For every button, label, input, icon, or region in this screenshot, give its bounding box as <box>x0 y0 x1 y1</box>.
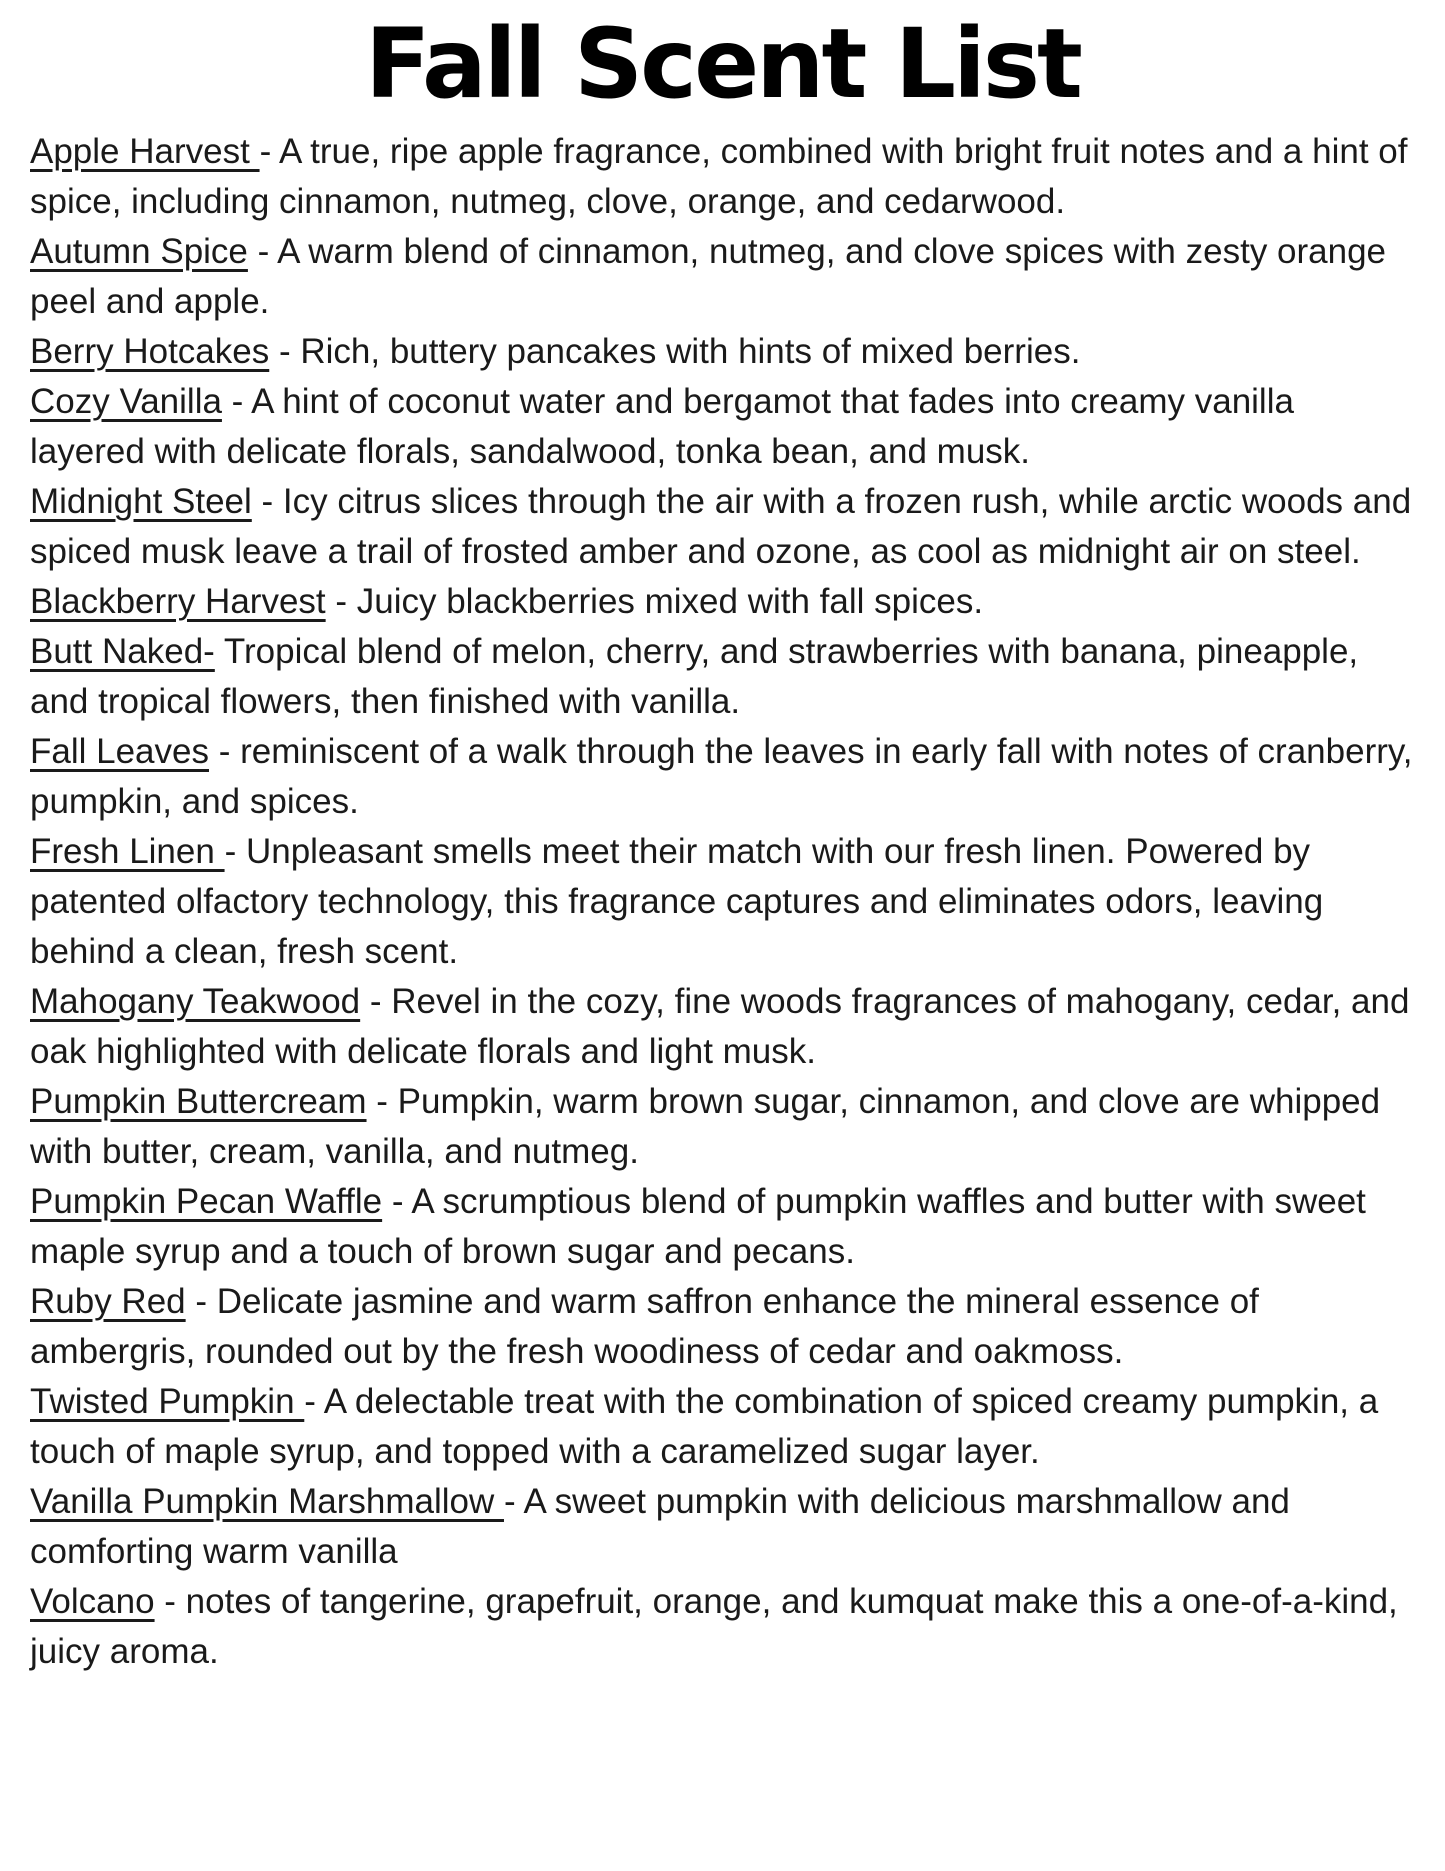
scent-entry <box>30 327 1415 377</box>
scent-description: Juicy blackberries mixed with fall spices. <box>356 581 984 621</box>
scent-name: Berry Hotcakes <box>30 331 270 371</box>
scent-entry <box>30 1277 1415 1377</box>
scent-entry <box>30 977 1415 1077</box>
scent-name: Midnight Steel <box>30 481 252 521</box>
scent-entry <box>30 1477 1415 1577</box>
scent-description: Unpleasant smells meet their match with our fresh linen. Powered by patented olfactory technology, this fragrance captures and eliminates odors, leaving behind a clean, fresh scent. <box>30 831 1324 971</box>
scent-entry <box>30 227 1415 327</box>
scent-separator: - <box>247 231 278 271</box>
scent-name: Blackberry Harvest <box>30 581 326 621</box>
scent-name: Volcano <box>30 1581 155 1621</box>
scent-name: Pumpkin Buttercream <box>30 1081 367 1121</box>
scent-description: Delicate jasmine and warm saffron enhance the mineral essence of ambergris, rounded out by the fresh woodiness of cedar and oakmoss. <box>30 1281 1259 1371</box>
scent-separator: - <box>382 1181 412 1221</box>
scent-entry <box>30 827 1415 977</box>
scent-name: Butt Naked- <box>30 631 215 671</box>
scent-separator: - <box>259 131 280 171</box>
scent-name: Mahogany Teakwood <box>30 981 361 1021</box>
scent-description: A true, ripe apple fragrance, combined with bright fruit notes and a hint of spice, including cinnamon, nutmeg, clove, orange, and cedarwood. <box>30 131 1408 221</box>
scent-name: Cozy Vanilla <box>30 381 222 421</box>
scent-description: Pumpkin, warm brown sugar, cinnamon, and clove are whipped with butter, cream, vanilla, and nutmeg. <box>30 1081 1381 1171</box>
scent-entry <box>30 1577 1415 1677</box>
scent-description: Tropical blend of melon, cherry, and strawberries with banana, pineapple, and tropical flowers, then finished with vanilla. <box>30 631 1359 721</box>
scent-name: Apple Harvest <box>30 131 260 171</box>
scent-description: Icy citrus slices through the air with a frozen rush, while arctic woods and spiced musk leave a trail of frosted amber and ozone, as cool as midnight air on steel. <box>30 481 1412 571</box>
scent-entry <box>30 477 1415 577</box>
scent-list <box>0 121 1445 1677</box>
scent-separator: - <box>221 381 252 421</box>
scent-separator: - <box>366 1081 398 1121</box>
scent-description: Rich, buttery pancakes with hints of mixed berries. <box>300 331 1081 371</box>
scent-description: A delectable treat with the combination of spiced creamy pumpkin, a touch of maple syrup, and topped with a caramelized sugar layer. <box>30 1381 1379 1471</box>
scent-name: Autumn Spice <box>30 231 248 271</box>
scent-separator: - <box>185 1281 217 1321</box>
scent-description: A sweet pumpkin with delicious marshmallow and comforting warm vanilla <box>30 1481 1290 1571</box>
scent-entry <box>30 727 1415 827</box>
scent-separator: - <box>325 581 357 621</box>
scent-description: A hint of coconut water and bergamot that fades into creamy vanilla layered with delicate florals, sandalwood, tonka bean, and musk. <box>30 381 1294 471</box>
scent-entry <box>30 127 1415 227</box>
scent-entry <box>30 1377 1415 1477</box>
scent-separator: - <box>360 981 392 1021</box>
scent-separator: - <box>224 831 246 871</box>
scent-description: Revel in the cozy, fine woods fragrances of mahogany, cedar, and oak highlighted with delicate florals and light musk. <box>30 981 1410 1071</box>
scent-separator: - <box>208 731 241 771</box>
scent-description: reminiscent of a walk through the leaves in early fall with notes of cranberry, pumpkin, and spices. <box>30 731 1413 821</box>
scent-description: A warm blend of cinnamon, nutmeg, and clove spices with zesty orange peel and apple. <box>30 231 1387 321</box>
scent-name: Fresh Linen <box>30 831 225 871</box>
scent-entry <box>30 577 1415 627</box>
scent-entry <box>30 627 1415 727</box>
scent-separator <box>215 632 224 671</box>
scent-separator: - <box>251 481 283 521</box>
scent-separator: - <box>304 1381 324 1421</box>
scent-name: Fall Leaves <box>30 731 209 771</box>
scent-separator: - <box>154 1581 186 1621</box>
scent-name: Pumpkin Pecan Waffle <box>30 1181 383 1221</box>
scent-name: Twisted Pumpkin <box>30 1381 305 1421</box>
scent-name: Ruby Red <box>30 1281 186 1321</box>
scent-entry <box>30 377 1415 477</box>
scent-name: Vanilla Pumpkin Marshmallow <box>30 1481 504 1521</box>
scent-separator: - <box>269 331 301 371</box>
scent-entry <box>30 1177 1415 1277</box>
scent-entry <box>30 1077 1415 1177</box>
scent-separator: - <box>503 1481 524 1521</box>
page-title: Fall Scent List <box>365 8 1080 120</box>
scent-description: A scrumptious blend of pumpkin waffles and butter with sweet maple syrup and a touch of brown sugar and pecans. <box>30 1181 1366 1271</box>
scent-description: notes of tangerine, grapefruit, orange, and kumquat make this a one-of-a-kind, juicy aroma. <box>30 1581 1398 1671</box>
